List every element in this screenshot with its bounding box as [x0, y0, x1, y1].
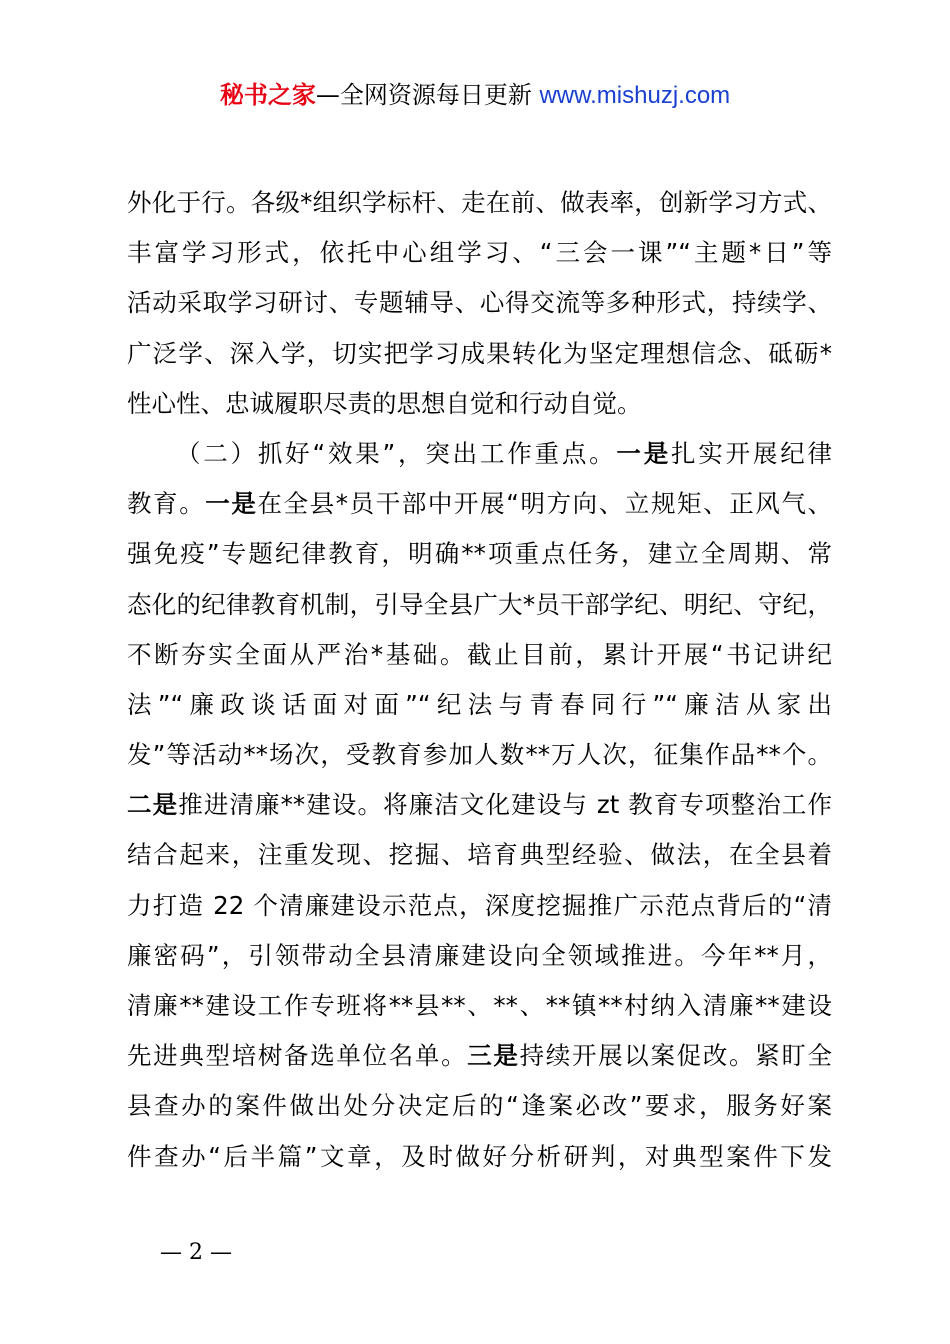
- text-line: 活动采取学习研讨、专题辅导、心得交流等多种形式，持续学、: [127, 288, 832, 318]
- text-line: 件查办“后半篇”文章，及时做好分析研判，对典型案件下发: [127, 1141, 832, 1171]
- text-line: 发”等活动**场次，受教育参加人数**万人次，征集作品**个。: [127, 740, 832, 770]
- text-line: [127, 479, 832, 529]
- document-body: [127, 178, 832, 1182]
- text-run: 先进典型培树备选单位名单。: [127, 1041, 468, 1071]
- text-run: 推进清廉**建设。将廉洁文化建设与 zt 教育专项整治工作: [178, 790, 832, 820]
- ordinal-marker: 二是: [127, 790, 179, 820]
- ordinal-marker: 三是: [467, 1041, 520, 1071]
- ordinal-marker: 一是: [205, 489, 258, 519]
- text-line: 廉密码”，引领带动全县清廉建设向全领域推进。今年**月，: [127, 940, 832, 970]
- text-line: 丰富学习形式，依托中心组学习、“三会一课”“主题*日”等: [127, 238, 832, 268]
- section-heading: （二）抓好“效果”，突出工作重点。: [176, 438, 617, 468]
- text-run: 扎实开展纪律: [671, 438, 832, 468]
- text-line: [127, 780, 832, 830]
- text-line: 不断夯实全面从严治*基础。截止目前，累计开展“书记讲纪: [127, 639, 832, 669]
- text-line: [127, 1031, 832, 1081]
- header-tagline: —全网资源每日更新: [315, 81, 540, 109]
- text-line: 强免疫”专题纪律教育，明确**项重点任务，建立全周期、常: [127, 539, 832, 569]
- text-line: 力打造 22 个清廉建设示范点，深度挖掘推广示范点背后的“清: [127, 890, 832, 920]
- text-line: 结合起来，注重发现、挖掘、培育典型经验、做法，在全县着: [127, 840, 832, 870]
- site-header: [0, 78, 950, 113]
- text-run: 在全县*员干部中开展“明方向、立规矩、正风气、: [257, 489, 833, 519]
- ordinal-marker: 一是: [616, 438, 672, 468]
- text-line: 广泛学、深入学，切实把学习成果转化为坚定理想信念、砥砺*: [127, 338, 832, 368]
- site-url[interactable]: www.mishuzj.com: [539, 82, 731, 109]
- text-line: 态化的纪律教育机制，引导全县广大*员干部学纪、明纪、守纪，: [127, 589, 832, 619]
- text-line: 性心性、忠诚履职尽责的思想自觉和行动自觉。: [127, 388, 642, 418]
- text-line: 县查办的案件做出处分决定后的“逢案必改”要求，服务好案: [127, 1091, 832, 1121]
- text-line: 清廉**建设工作专班将**县**、**、**镇**村纳入清廉**建设: [127, 991, 832, 1020]
- text-line: 外化于行。各级*组织学标杆、走在前、做表率，创新学习方式、: [127, 188, 832, 217]
- section-heading-line: [127, 429, 832, 479]
- brand-name: 秘书之家: [219, 81, 316, 109]
- page-number: — 2 —: [160, 1240, 232, 1265]
- text-line: 法”“廉政谈话面对面”“纪法与青春同行”“廉洁从家出: [127, 689, 832, 719]
- text-run: 持续开展以案促改。紧盯全: [519, 1041, 833, 1071]
- text-run: 教育。: [127, 489, 206, 519]
